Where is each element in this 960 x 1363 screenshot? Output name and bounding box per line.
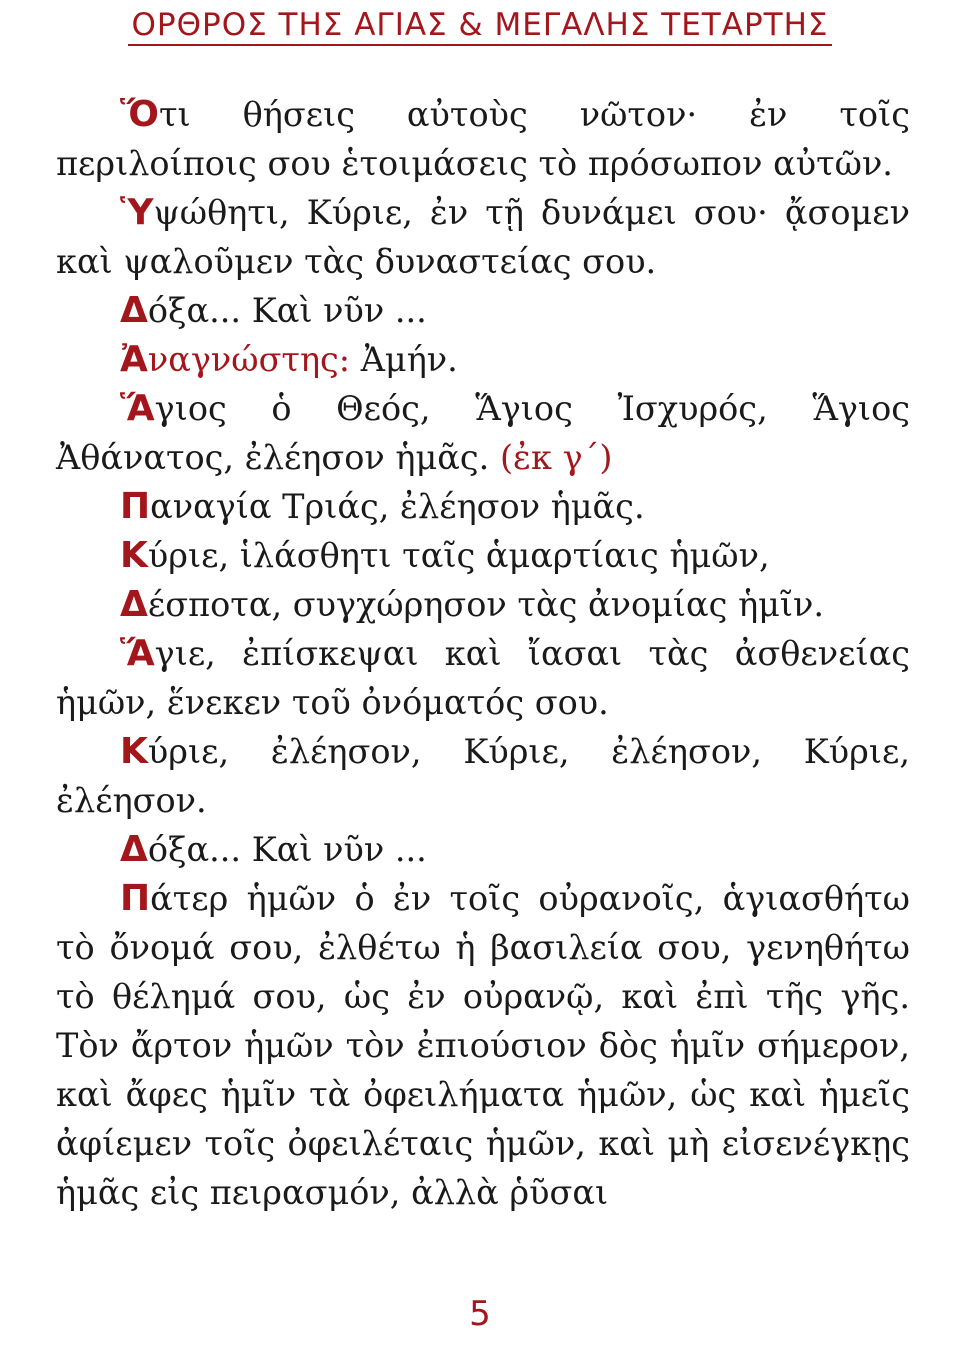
rubric-note: (ἐκ γ΄) <box>499 438 613 477</box>
paragraph-6 <box>56 482 910 531</box>
paragraph-text: ύριε, ἱλάσθητι ταῖς ἁμαρτίαις ἡμῶν, <box>147 536 770 575</box>
drop-initial: Κ <box>120 731 148 772</box>
drop-initial: Ὅ <box>120 94 159 135</box>
paragraph-text: όξα... Καὶ νῦν ... <box>147 830 427 869</box>
paragraph-text: έσποτα, συγχώρησον τὰς ἀνομίας ἡμῖν. <box>147 585 825 624</box>
drop-initial: Δ <box>120 584 148 625</box>
drop-initial: Κ <box>120 535 148 576</box>
drop-initial: Ὑ <box>120 192 154 233</box>
paragraph-9 <box>56 629 910 727</box>
paragraph-2 <box>56 188 910 286</box>
page-header <box>0 8 960 46</box>
paragraph-text: τι θήσεις αὐτοὺς νῶτον· ἐν τοῖς περιλοίποις σου ἑτοιμάσεις τὸ πρόσωπον αὐτῶν. <box>56 95 910 183</box>
paragraph-8 <box>56 580 910 629</box>
paragraph-text: αναγία Τριάς, ἐλέησον ἡμᾶς. <box>150 487 645 526</box>
paragraph-11 <box>56 825 910 874</box>
paragraph-7 <box>56 531 910 580</box>
paragraph-text: άτερ ἡμῶν ὁ ἐν τοῖς οὐρανοῖς, ἁγιασθήτω τὸ ὄνομά σου, ἐλθέτω ἡ βασιλεία σου, γενηθήτω τὸ θέλημά σου, ὡς ἐν οὐρανῷ, καὶ ἐπὶ τῆς γῆς. Τὸν ἄρτον ἡμῶν τὸν ἐπιούσιον δὸς ἡμῖν σήμερον, καὶ ἄφες ἡμῖν τὰ ὀφειλήματα ἡμῶν, ὡς καὶ ἡμεῖς ἀφίεμεν τοῖς ὀφειλέταις ἡμῶν, καὶ μὴ εἰσενέγκῃς ἡμᾶς εἰς πειρασμόν, ἀλλὰ ῥῦσαι <box>56 879 910 1212</box>
rubric-label: ναγνώστης: <box>147 340 351 379</box>
drop-initial: Π <box>120 878 151 919</box>
paragraph-10 <box>56 727 910 825</box>
drop-initial: Ἅ <box>120 633 155 674</box>
drop-initial: Δ <box>120 829 148 870</box>
paragraph-1 <box>56 90 910 188</box>
paragraph-3 <box>56 286 910 335</box>
header-title: ΟΡΘΡΟΣ ΤΗΣ ΑΓΙΑΣ & ΜΕΓΑΛΗΣ ΤΕΤΑΡΤΗΣ <box>128 8 833 46</box>
paragraph-text: Ἀμήν. <box>350 340 458 379</box>
prayer-text <box>56 90 910 1217</box>
paragraph-text: γιε, ἐπίσκεψαι καὶ ἴασαι τὰς ἀσθενείας ἡμῶν, ἕνεκεν τοῦ ὀνόματός σου. <box>56 634 910 722</box>
paragraph-text: γιος ὁ Θεός, Ἅγιος Ἰσχυρός, Ἅγιος Ἀθάνατος, ἐλέησον ἡμᾶς. <box>56 389 910 477</box>
paragraph-4 <box>56 335 910 384</box>
paragraph-text: όξα... Καὶ νῦν ... <box>147 291 427 330</box>
paragraph-5 <box>56 384 910 482</box>
paragraph-12 <box>56 874 910 1217</box>
paragraph-text: ψώθητι, Κύριε, ἐν τῇ δυνάμει σου· ᾄσομεν καὶ ψαλοῦμεν τὰς δυναστείας σου. <box>56 193 910 281</box>
drop-initial: Δ <box>120 290 148 331</box>
paragraph-text: ύριε, ἐλέησον, Κύριε, ἐλέησον, Κύριε, ἐλέησον. <box>56 732 910 820</box>
page-number: 5 <box>469 1294 491 1334</box>
drop-initial: Ἀ <box>120 339 148 380</box>
drop-initial: Π <box>120 486 151 527</box>
drop-initial: Ἅ <box>120 388 155 429</box>
